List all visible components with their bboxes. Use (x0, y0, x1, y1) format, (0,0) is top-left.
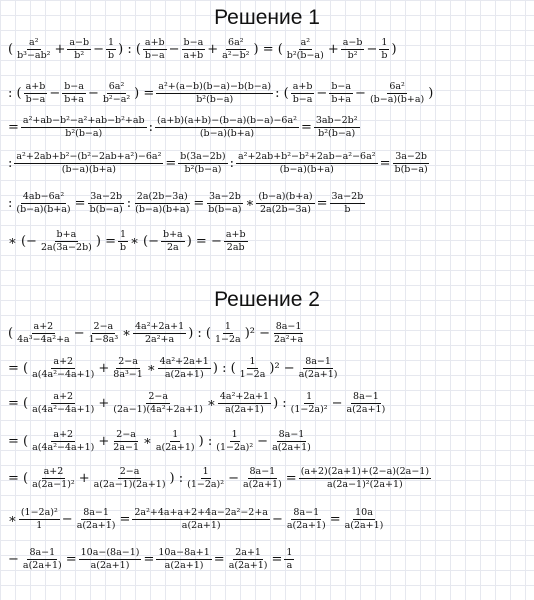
numerator: 1 (249, 356, 256, 367)
numerator: 10a−(8a−1) (80, 547, 140, 558)
denominator: b+a (331, 93, 352, 105)
fraction (341, 38, 365, 60)
math-text: ∗ (146, 360, 156, 376)
numerator: 10a−8a+1 (158, 547, 210, 558)
math-text: = ( (8, 433, 29, 449)
denominator: b³−ab² (17, 49, 51, 61)
denominator: (1−2a)² (187, 478, 225, 490)
math-text: ∗ (− (130, 233, 159, 249)
fraction (21, 116, 147, 138)
math-text: + (98, 395, 110, 411)
numerator: a+b (25, 81, 46, 92)
denominator: a(2a+1) (90, 559, 130, 571)
fraction (111, 392, 205, 414)
math-text: − (61, 511, 73, 527)
denominator: a(2a+1) (164, 368, 204, 380)
math-text: ) = (95, 233, 116, 249)
denominator: 2a (167, 241, 179, 253)
numerator: 2−a (148, 391, 168, 402)
denominator: (2a−1)(4a²+2a+1) (113, 403, 204, 415)
denominator: a(2a+1) (272, 441, 311, 453)
denominator: (b−a)(b+a) (135, 203, 190, 215)
math-text: ∗ (143, 433, 152, 449)
numerator: 1 (202, 466, 209, 477)
denominator: b(b−a) (208, 203, 242, 215)
numerator: a² (300, 37, 311, 48)
denominator: b (344, 203, 351, 215)
numerator: 1 (224, 321, 231, 332)
numerator: a−b (69, 37, 90, 48)
numerator: 8a−1 (293, 507, 320, 518)
numerator: 2−a (119, 466, 140, 477)
denominator: 2a(2b−3a) (260, 203, 311, 215)
math-text: : ( (275, 85, 289, 101)
numerator: (1−2a)² (20, 507, 58, 518)
fraction (132, 508, 270, 530)
numerator: 1 (306, 391, 313, 402)
numerator: 10a (355, 507, 373, 518)
denominator: a(2a+1) (286, 519, 326, 531)
math-text: = ( (8, 470, 29, 486)
fraction (182, 38, 206, 60)
math-text: + (98, 360, 110, 376)
numerator: 3a−2b (331, 191, 364, 202)
numerator: a²+2ab+b²−(b²−2ab+a²)−6a² (16, 151, 162, 162)
fraction (284, 548, 294, 570)
math-text: = (193, 195, 205, 211)
fraction (143, 38, 167, 60)
denominator: b²−a² (102, 93, 131, 105)
denominator: a(2a−1)² (32, 478, 75, 490)
fraction (156, 548, 211, 570)
fraction (75, 508, 118, 530)
fraction (256, 192, 314, 214)
math-text: = (271, 551, 283, 567)
fraction (368, 82, 426, 104)
fraction (87, 322, 121, 344)
denominator: a(4a²−4a+1) (32, 441, 95, 453)
math-text: )² − (269, 360, 295, 376)
denominator: 4a³−4a²+a (17, 333, 70, 345)
numerator: a+b (225, 229, 246, 240)
solution-1-line-1 (8, 38, 397, 60)
math-text: − (93, 41, 105, 57)
math-text: − (271, 511, 283, 527)
fraction (155, 116, 299, 138)
numerator: 1 (108, 37, 115, 48)
math-text: + (78, 470, 90, 486)
fraction (133, 322, 186, 344)
math-text: ) (391, 41, 397, 57)
fraction (30, 430, 96, 452)
denominator: (b−a)(b+a) (199, 127, 255, 139)
numerator: 8a−1 (278, 429, 305, 440)
math-text: = (300, 119, 312, 135)
fraction (289, 392, 330, 414)
math-text: − (366, 41, 378, 57)
fraction (15, 322, 72, 344)
math-text: − (168, 41, 180, 57)
denominator: (b−a)(b+a) (16, 203, 71, 215)
numerator: 1 (381, 37, 388, 48)
math-text: ) (428, 85, 434, 101)
denominator: a+b (183, 49, 204, 61)
math-text: ∗ (245, 195, 255, 211)
denominator: b(b−a) (394, 163, 428, 175)
math-text: + (327, 41, 339, 57)
math-text: = (316, 195, 328, 211)
denominator: b (119, 241, 127, 253)
numerator: b(3a−2b) (180, 151, 226, 162)
fraction (241, 467, 284, 489)
fraction (297, 357, 340, 379)
numerator: 4ab−6a² (22, 191, 65, 202)
denominator: b²(b−a) (286, 49, 324, 61)
denominator: (b−a)(b+a) (279, 163, 334, 175)
fraction (206, 192, 243, 214)
denominator: b (108, 49, 115, 61)
solution-2-line-2 (8, 357, 341, 379)
denominator: a(2a+1) (346, 403, 386, 415)
fraction (14, 152, 163, 174)
fraction (21, 548, 64, 570)
fraction (15, 38, 52, 60)
fraction (224, 230, 248, 252)
numerator: 6a² (228, 37, 244, 48)
math-text: ) = (134, 85, 155, 101)
solution-2-line-6 (8, 508, 387, 530)
math-text: − (8, 551, 19, 567)
math-text: + (54, 41, 66, 57)
fraction (39, 230, 94, 252)
numerator: 8a−1 (83, 507, 109, 518)
denominator: (b−a)(b+a) (369, 93, 425, 105)
fraction (161, 230, 185, 252)
math-text: ) : ( (188, 325, 211, 341)
fraction (272, 322, 305, 344)
math-text: = (379, 155, 391, 171)
fraction (154, 430, 197, 452)
numerator: a²+(a−b)(b−a)−b(b−a) (158, 81, 272, 92)
solution-2-line-4 (8, 430, 315, 452)
math-text: = (119, 511, 131, 527)
math-text: = (213, 551, 225, 567)
denominator: a(2a−1)(2a+1) (93, 478, 166, 490)
fraction (314, 116, 360, 138)
fraction (118, 230, 128, 252)
fraction (133, 192, 191, 214)
math-text: = (285, 470, 297, 486)
denominator: b²(b−a) (196, 93, 234, 105)
denominator: b²(b−a) (184, 163, 222, 175)
math-text: ) : (273, 395, 287, 411)
numerator: (b−a)(b+a) (258, 191, 313, 202)
solution-1-line-4 (8, 152, 432, 174)
numerator: (a+b)(a+b)−(b−a)(b−a)−6a² (157, 115, 297, 126)
math-text: + (98, 433, 110, 449)
denominator: 2a²+a (145, 333, 175, 345)
denominator: a(2a−1)²(2a+1) (327, 478, 403, 490)
numerator: a−b (342, 37, 363, 48)
solution-2-heading: Решение 2 (214, 288, 320, 311)
numerator: b+a (56, 229, 77, 240)
denominator: 1 (36, 519, 43, 531)
denominator: a(4a²−4a+1) (32, 368, 95, 380)
math-text: = (143, 551, 155, 567)
denominator: (1−2a)² (216, 441, 254, 453)
solution-1-line-2 (8, 82, 433, 104)
fraction (111, 357, 145, 379)
fraction (236, 152, 378, 174)
fraction (345, 392, 388, 414)
math-text: : (229, 155, 234, 171)
math-text: − (316, 85, 328, 101)
denominator: 2a−1 (113, 441, 139, 453)
denominator: 2a²+a (274, 333, 304, 345)
fraction (30, 357, 96, 379)
math-text: ) = − (186, 233, 222, 249)
math-text: − (355, 85, 366, 101)
denominator: b−a (292, 93, 313, 105)
math-text: + (207, 41, 219, 57)
denominator: 1−8a³ (88, 333, 119, 345)
denominator: b−a (25, 93, 46, 105)
solution-2-line-5 (8, 467, 433, 489)
denominator: a(2a+1) (242, 478, 282, 490)
fraction (343, 508, 386, 530)
fraction (291, 82, 315, 104)
numerator: 3ab−2b² (315, 115, 358, 126)
fraction (185, 467, 226, 489)
math-text: )² − (244, 325, 271, 341)
fraction (92, 467, 168, 489)
numerator: 2−a (93, 321, 114, 332)
math-text: ) : ( (212, 360, 236, 376)
solution-2-line-3 (8, 392, 389, 414)
numerator: 4a²+2a+1 (134, 321, 185, 332)
fraction (285, 508, 328, 530)
numerator: 8a−1 (353, 391, 379, 402)
fraction (106, 38, 116, 60)
numerator: a+2 (43, 466, 64, 477)
denominator: b+a (64, 93, 84, 105)
math-text: ) : (198, 433, 213, 449)
math-text: − (73, 325, 85, 341)
numerator: 2a+1 (235, 547, 261, 558)
denominator: a²−b² (222, 49, 250, 61)
math-text: ∗ (− (8, 233, 37, 249)
denominator: a(2a+1) (155, 441, 195, 453)
denominator: a (286, 559, 293, 571)
fraction (30, 467, 77, 489)
math-text: ) : (169, 470, 184, 486)
fraction (227, 548, 270, 570)
fraction (218, 392, 271, 414)
denominator: a(2a+1) (344, 519, 384, 531)
fraction (299, 467, 431, 489)
numerator: 2a(2b−3a) (136, 191, 188, 202)
math-text: − (257, 433, 269, 449)
math-text: : (126, 195, 132, 211)
fraction (178, 152, 227, 174)
numerator: 3a−2b (209, 191, 241, 202)
numerator: a²+ab−b²−a²+ab−b²+ab (22, 115, 145, 126)
math-text: ( (8, 41, 14, 57)
denominator: a(2a+1) (164, 559, 204, 571)
math-text: − (228, 470, 239, 486)
numerator: b−a (331, 81, 352, 92)
denominator: b² (74, 49, 85, 61)
numerator: a+b (144, 37, 165, 48)
solution-2-line-1 (8, 322, 307, 344)
fraction (392, 152, 429, 174)
math-text: = (65, 551, 77, 567)
math-text: : ( (8, 85, 22, 101)
fraction (270, 430, 313, 452)
fraction (88, 192, 125, 214)
denominator: b²(b−a) (318, 127, 356, 139)
math-text: ) : ( (118, 41, 141, 57)
numerator: 8a−1 (275, 321, 302, 332)
fraction (111, 430, 141, 452)
math-text: ( (8, 325, 14, 341)
math-text: : (8, 195, 13, 211)
fraction (67, 38, 91, 60)
numerator: a+2 (53, 356, 74, 367)
numerator: a+2 (33, 321, 54, 332)
fraction (14, 192, 72, 214)
numerator: 6a² (389, 81, 405, 92)
numerator: b+a (163, 229, 183, 240)
denominator: (b−a)(b+a) (61, 163, 117, 175)
fraction (220, 38, 251, 60)
numerator: 8a−1 (249, 466, 276, 477)
numerator: (a+2)(2a+1)+(2−a)(2a−1) (300, 466, 430, 477)
numerator: 2a²+4a+a+2+4a−2a²−2+a (134, 507, 268, 518)
math-text: = (8, 119, 19, 135)
denominator: 1−2a (239, 368, 266, 380)
solution-1-line-6 (8, 230, 250, 252)
fraction (156, 82, 273, 104)
fraction (330, 192, 366, 214)
denominator: a(4a²−4a+1) (32, 403, 95, 415)
math-text: = ( (8, 395, 29, 411)
numerator: 6a² (108, 81, 125, 92)
numerator: a+b (292, 81, 313, 92)
denominator: 2a(3a−2b) (40, 241, 92, 253)
denominator: a(2a+1) (181, 519, 221, 531)
fraction (158, 357, 211, 379)
fraction (101, 82, 132, 104)
numerator: 8a−1 (305, 356, 331, 367)
fraction (214, 430, 255, 452)
fraction (329, 82, 353, 104)
denominator: a(2a+1) (298, 368, 338, 380)
fraction (285, 38, 326, 60)
numerator: 8a−1 (29, 547, 56, 558)
numerator: 4a²+2a+1 (159, 356, 209, 367)
numerator: a² (29, 37, 39, 48)
numerator: 1 (286, 547, 293, 558)
denominator: b (381, 49, 388, 61)
math-text: − (331, 395, 343, 411)
denominator: 8a³−1 (113, 368, 143, 380)
numerator: b−a (183, 37, 204, 48)
math-text: : (8, 155, 13, 171)
math-text: − (49, 85, 61, 101)
denominator: b(b−a) (89, 203, 123, 215)
solution-2-line-7 (8, 548, 296, 570)
fraction (30, 392, 96, 414)
fraction (62, 82, 86, 104)
solution-1-heading: Решение 1 (214, 6, 320, 29)
numerator: a+2 (53, 429, 74, 440)
math-text: = (165, 155, 177, 171)
math-text: ) = ( (253, 41, 283, 57)
fraction (79, 548, 142, 570)
numerator: b−a (64, 81, 84, 92)
fraction (379, 38, 389, 60)
math-text: = (329, 511, 341, 527)
numerator: 4a²+2a+1 (219, 391, 270, 402)
math-text: ∗ (8, 511, 17, 527)
numerator: 3a−2b (90, 191, 123, 202)
numerator: 2−a (118, 356, 138, 367)
math-text: ∗ (207, 395, 216, 411)
numerator: 1 (119, 229, 127, 240)
math-text: − (87, 85, 99, 101)
denominator: a(2a+1) (22, 559, 62, 571)
denominator: 2ab (226, 241, 245, 253)
fraction (213, 322, 243, 344)
math-text: ∗ (122, 325, 131, 341)
fraction (19, 508, 60, 530)
denominator: 1−2a (214, 333, 241, 345)
denominator: a(2a+1) (225, 403, 264, 415)
denominator: (1−2a)² (290, 403, 328, 415)
numerator: 1 (231, 429, 238, 440)
solution-1-line-3 (8, 116, 362, 138)
numerator: a²+2ab+b²−b²+2ab−a²−6a² (237, 151, 376, 162)
solution-1-line-5 (8, 192, 367, 214)
fraction (238, 357, 268, 379)
math-text: : (148, 119, 154, 135)
math-text: = ( (8, 360, 29, 376)
numerator: 3a−2b (395, 151, 427, 162)
denominator: a(2a+1) (228, 559, 268, 571)
fraction (24, 82, 48, 104)
denominator: b²(b−a) (65, 127, 103, 139)
denominator: b² (347, 49, 358, 61)
numerator: a+2 (53, 391, 74, 402)
numerator: 2−a (116, 429, 136, 440)
numerator: 1 (172, 429, 179, 440)
math-text: = (74, 195, 86, 211)
denominator: b−a (144, 49, 165, 61)
denominator: a(2a+1) (76, 519, 116, 531)
